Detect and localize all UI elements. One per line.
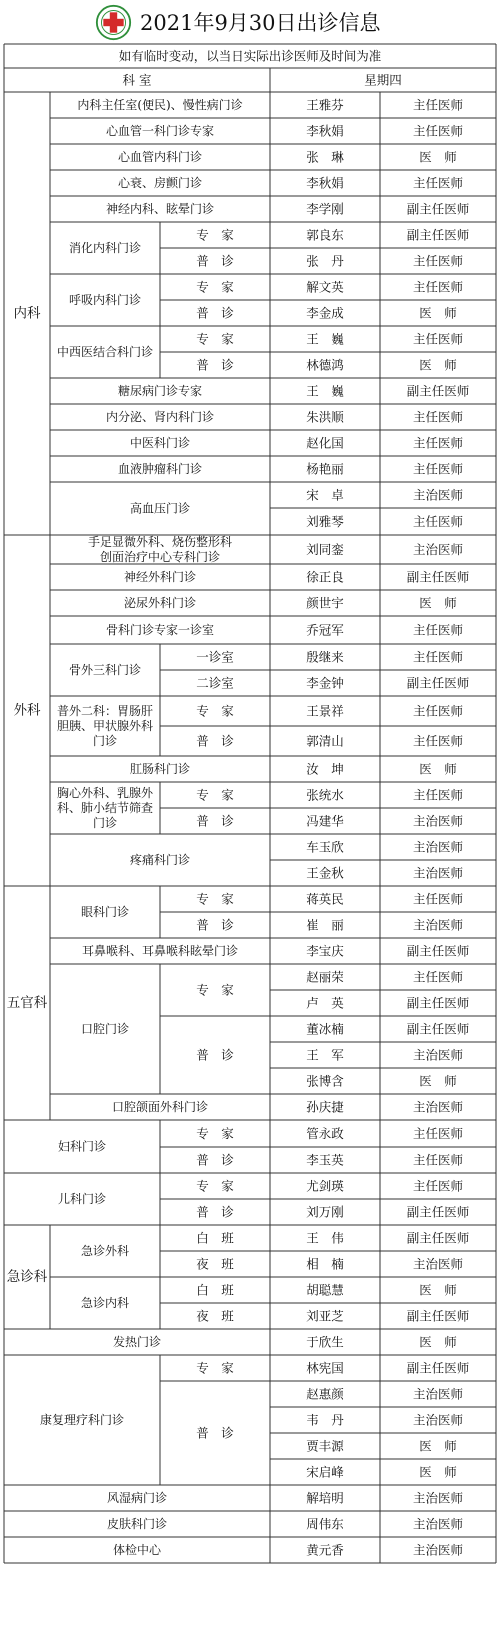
doctor-rank: 副主任医师 [406, 1308, 470, 1324]
clinic-type: 普 诊 [196, 305, 234, 321]
doctor-name: 解培明 [306, 1490, 344, 1506]
clinic-type: 专 家 [196, 331, 234, 347]
doctor-name: 王 军 [306, 1047, 344, 1063]
clinic-type: 普 诊 [196, 813, 234, 829]
doctor-name: 相 楠 [306, 1256, 344, 1272]
clinic-type: 夜 班 [196, 1256, 234, 1272]
clinic-name: 门诊 [92, 734, 118, 748]
doctor-name: 郭良东 [306, 227, 344, 243]
doctor-name: 王 巍 [306, 383, 344, 399]
doctor-rank: 副主任医师 [406, 227, 470, 243]
clinic-name: 手足显微外科、烧伤整形科 [87, 535, 233, 549]
doctor-rank: 主任医师 [412, 891, 464, 907]
clinic-name: 中医科门诊 [129, 436, 191, 450]
clinic-type: 白 班 [196, 1282, 234, 1298]
doctor-rank: 主治医师 [412, 1256, 464, 1272]
doctor-name: 王 伟 [306, 1230, 344, 1246]
doctor-rank: 主任医师 [412, 253, 464, 269]
doctor-name: 张 琳 [306, 149, 344, 165]
clinic-name: 心血管内科门诊 [117, 150, 203, 164]
doctor-rank: 医 师 [419, 761, 457, 777]
doctor-rank: 主治医师 [412, 1047, 464, 1063]
clinic-name: 神经内科、眩晕门诊 [105, 202, 215, 216]
doctor-name: 张统水 [306, 787, 344, 803]
clinic-type: 普 诊 [196, 1047, 234, 1063]
doctor-name: 解文英 [306, 279, 344, 295]
doctor-rank: 主任医师 [412, 123, 464, 139]
clinic-name: 泌尿外科门诊 [123, 596, 197, 610]
doctor-rank: 主治医师 [412, 917, 464, 933]
doctor-rank: 主任医师 [412, 649, 464, 665]
clinic-name: 呼吸内科门诊 [68, 293, 142, 307]
doctor-name: 郭清山 [306, 733, 344, 749]
doctor-name: 张 丹 [306, 253, 344, 269]
doctor-rank: 医 师 [419, 595, 457, 611]
doctor-rank: 主任医师 [412, 1178, 464, 1194]
clinic-name: 糖尿病门诊专家 [117, 384, 203, 398]
doctor-rank: 主治医师 [412, 1386, 464, 1402]
doctor-rank: 主任医师 [412, 409, 464, 425]
doctor-name: 汝 坤 [306, 761, 344, 777]
doctor-rank: 医 师 [419, 149, 457, 165]
doctor-rank: 医 师 [419, 1073, 457, 1089]
doctor-rank: 主治医师 [412, 1099, 464, 1115]
doctor-name: 王 巍 [306, 331, 344, 347]
clinic-name: 急诊内科 [80, 1296, 130, 1310]
doctor-rank: 主任医师 [412, 97, 464, 113]
doctor-rank: 副主任医师 [406, 1230, 470, 1246]
doctor-name: 王景祥 [306, 703, 344, 719]
doctor-rank: 主任医师 [412, 787, 464, 803]
clinic-name: 内科主任室(便民)、慢性病门诊 [77, 98, 243, 112]
doctor-rank: 主治医师 [412, 865, 464, 881]
clinic-type: 普 诊 [196, 733, 234, 749]
clinic-type: 白 班 [196, 1230, 234, 1246]
doctor-name: 管永政 [306, 1126, 344, 1141]
clinic-type: 普 诊 [196, 917, 234, 933]
clinic-type: 专 家 [196, 703, 234, 719]
clinic-name: 妇科门诊 [57, 1139, 107, 1154]
clinic-name: 风湿病门诊 [106, 1491, 168, 1505]
doctor-rank: 副主任医师 [406, 1360, 470, 1376]
doctor-rank: 主任医师 [412, 1126, 464, 1141]
clinic-name: 骨外三科门诊 [68, 663, 142, 677]
doctor-name: 杨艳丽 [306, 461, 344, 477]
doctor-name: 孙庆捷 [306, 1099, 344, 1115]
clinic-name: 康复理疗科门诊 [39, 1413, 125, 1427]
clinic-type: 夜 班 [196, 1308, 234, 1324]
clinic-type: 专 家 [196, 227, 234, 243]
doctor-rank: 副主任医师 [406, 943, 470, 959]
doctor-name: 宋 卓 [306, 487, 344, 503]
clinic-type: 普 诊 [196, 253, 234, 269]
clinic-name: 心衰、房颤门诊 [117, 176, 203, 190]
doctor-rank: 医 师 [419, 357, 457, 373]
doctor-rank: 医 师 [419, 1438, 457, 1454]
clinic-type: 一诊室 [196, 649, 234, 665]
doctor-name: 林宪国 [306, 1360, 344, 1376]
doctor-rank: 主治医师 [412, 1490, 464, 1506]
clinic-type: 专 家 [196, 1360, 234, 1376]
clinic-name: 科、肺小结节筛查 [56, 801, 154, 815]
dept-header: 科 室 [122, 72, 152, 88]
clinic-name: 心血管一科门诊专家 [105, 124, 215, 138]
doctor-name: 胡聪慧 [306, 1282, 344, 1298]
page-title: 2021年9月30日出诊信息 [140, 11, 381, 35]
clinic-type: 专 家 [196, 1126, 234, 1141]
clinic-name: 血液肿瘤科门诊 [117, 462, 203, 476]
clinic-name: 体检中心 [112, 1543, 162, 1557]
doctor-name: 董冰楠 [306, 1021, 344, 1037]
category-label: 外科 [13, 702, 41, 719]
doctor-rank: 副主任医师 [406, 1021, 470, 1037]
clinic-name: 神经外科门诊 [123, 570, 197, 584]
clinic-name: 口腔门诊 [80, 1022, 130, 1036]
clinic-type: 专 家 [196, 279, 234, 295]
doctor-name: 刘同銮 [306, 542, 344, 557]
doctor-name: 李学刚 [306, 201, 344, 217]
doctor-name: 李秋娟 [306, 123, 344, 139]
clinic-type: 专 家 [196, 1178, 234, 1194]
clinic-name: 儿科门诊 [57, 1192, 107, 1206]
doctor-rank: 医 师 [419, 305, 457, 321]
doctor-name: 刘雅琴 [306, 514, 344, 529]
doctor-rank: 主治医师 [412, 839, 464, 855]
doctor-name: 刘万刚 [306, 1204, 344, 1220]
doctor-name: 赵丽荣 [306, 969, 344, 985]
clinic-type: 二诊室 [196, 675, 234, 691]
clinic-type: 普 诊 [196, 1204, 234, 1220]
doctor-rank: 副主任医师 [406, 383, 470, 399]
clinic-name: 普外二科：胃肠肝 [56, 704, 154, 718]
doctor-rank: 医 师 [419, 1282, 457, 1298]
doctor-name: 崔 丽 [306, 917, 344, 933]
doctor-rank: 主任医师 [412, 175, 464, 191]
doctor-name: 尤剑瑛 [306, 1178, 344, 1194]
notice-text: 如有临时变动，以当日实际出诊医师及时间为准 [118, 48, 382, 64]
doctor-rank: 副主任医师 [406, 995, 470, 1011]
clinic-name: 高血压门诊 [129, 501, 191, 516]
clinic-name: 内分泌、肾内科门诊 [105, 410, 215, 424]
clinic-name: 发热门诊 [112, 1335, 162, 1349]
doctor-rank: 主任医师 [412, 514, 464, 529]
doctor-name: 王金秋 [306, 865, 344, 881]
doctor-rank: 主任医师 [412, 1152, 464, 1168]
doctor-name: 乔冠军 [306, 622, 344, 638]
doctor-name: 林德鸿 [306, 357, 344, 373]
doctor-name: 张博含 [306, 1073, 344, 1089]
doctor-name: 宋启峰 [306, 1464, 344, 1480]
doctor-rank: 医 师 [419, 1334, 457, 1350]
doctor-name: 周伟东 [306, 1516, 344, 1532]
clinic-name: 耳鼻喉科、耳鼻喉科眩晕门诊 [81, 944, 239, 958]
doctor-name: 李金成 [306, 305, 344, 321]
doctor-rank: 主任医师 [412, 622, 464, 638]
doctor-name: 卢 英 [306, 995, 344, 1011]
clinic-type: 普 诊 [196, 357, 234, 373]
clinic-name: 胆胰、甲状腺外科 [56, 719, 154, 733]
doctor-rank: 主治医师 [412, 1542, 464, 1558]
doctor-name: 蒋英民 [306, 891, 344, 907]
doctor-name: 李玉英 [306, 1152, 344, 1168]
doctor-name: 于欣生 [306, 1334, 344, 1350]
doctor-name: 赵化国 [306, 435, 344, 451]
doctor-name: 李宝庆 [306, 943, 344, 959]
clinic-type: 专 家 [196, 982, 234, 998]
clinic-name: 创面治疗中心专科门诊 [99, 550, 221, 564]
doctor-rank: 副主任医师 [406, 675, 470, 691]
clinic-name: 胸心外科、乳腺外 [56, 786, 154, 800]
clinic-name: 消化内科门诊 [68, 241, 142, 255]
doctor-name: 黄元香 [306, 1542, 344, 1558]
doctor-rank: 主任医师 [412, 461, 464, 477]
doctor-name: 颜世宇 [306, 595, 344, 611]
day-header: 星期四 [364, 72, 402, 88]
clinic-name: 皮肤科门诊 [106, 1517, 168, 1531]
doctor-rank: 主任医师 [412, 279, 464, 295]
clinic-name: 门诊 [92, 816, 118, 830]
doctor-name: 冯建华 [306, 813, 344, 829]
doctor-rank: 副主任医师 [406, 201, 470, 217]
doctor-rank: 主任医师 [412, 703, 464, 719]
clinic-name: 骨科门诊专家一诊室 [105, 623, 215, 637]
doctor-rank: 主治医师 [412, 1412, 464, 1428]
doctor-rank: 主任医师 [412, 969, 464, 985]
category-label: 五官科 [6, 995, 48, 1011]
doctor-name: 车玉欣 [306, 839, 344, 855]
category-label: 急诊科 [6, 1269, 48, 1285]
doctor-rank: 主治医师 [412, 542, 464, 557]
doctor-name: 朱洪顺 [306, 409, 344, 425]
clinic-name: 肛肠科门诊 [129, 762, 191, 776]
doctor-name: 李金钟 [306, 675, 344, 691]
doctor-name: 赵惠颜 [306, 1386, 344, 1402]
doctor-name: 韦 丹 [306, 1412, 344, 1428]
clinic-type: 专 家 [196, 891, 234, 907]
clinic-name: 中西医结合科门诊 [56, 345, 154, 359]
doctor-rank: 副主任医师 [406, 1204, 470, 1220]
doctor-rank: 主任医师 [412, 733, 464, 749]
doctor-name: 徐正良 [306, 569, 344, 585]
doctor-rank: 主治医师 [412, 1516, 464, 1532]
clinic-name: 眼科门诊 [80, 905, 130, 919]
doctor-rank: 主任医师 [412, 331, 464, 347]
clinic-type: 专 家 [196, 787, 234, 803]
doctor-name: 殷继来 [306, 649, 344, 665]
doctor-name: 刘亚芝 [306, 1308, 344, 1324]
doctor-name: 王雅芬 [306, 97, 344, 113]
doctor-rank: 主治医师 [412, 813, 464, 829]
doctor-rank: 医 师 [419, 1464, 457, 1480]
doctor-name: 贾丰源 [306, 1438, 344, 1454]
clinic-name: 急诊外科 [80, 1244, 130, 1258]
clinic-name: 疼痛科门诊 [129, 853, 191, 867]
doctor-rank: 副主任医师 [406, 569, 470, 585]
clinic-name: 口腔颌面外科门诊 [111, 1100, 209, 1114]
clinic-type: 普 诊 [196, 1152, 234, 1168]
doctor-rank: 主治医师 [412, 487, 464, 503]
doctor-name: 李秋娟 [306, 175, 344, 191]
clinic-type: 普 诊 [196, 1425, 234, 1441]
doctor-rank: 主任医师 [412, 435, 464, 451]
category-label: 内科 [13, 305, 41, 322]
